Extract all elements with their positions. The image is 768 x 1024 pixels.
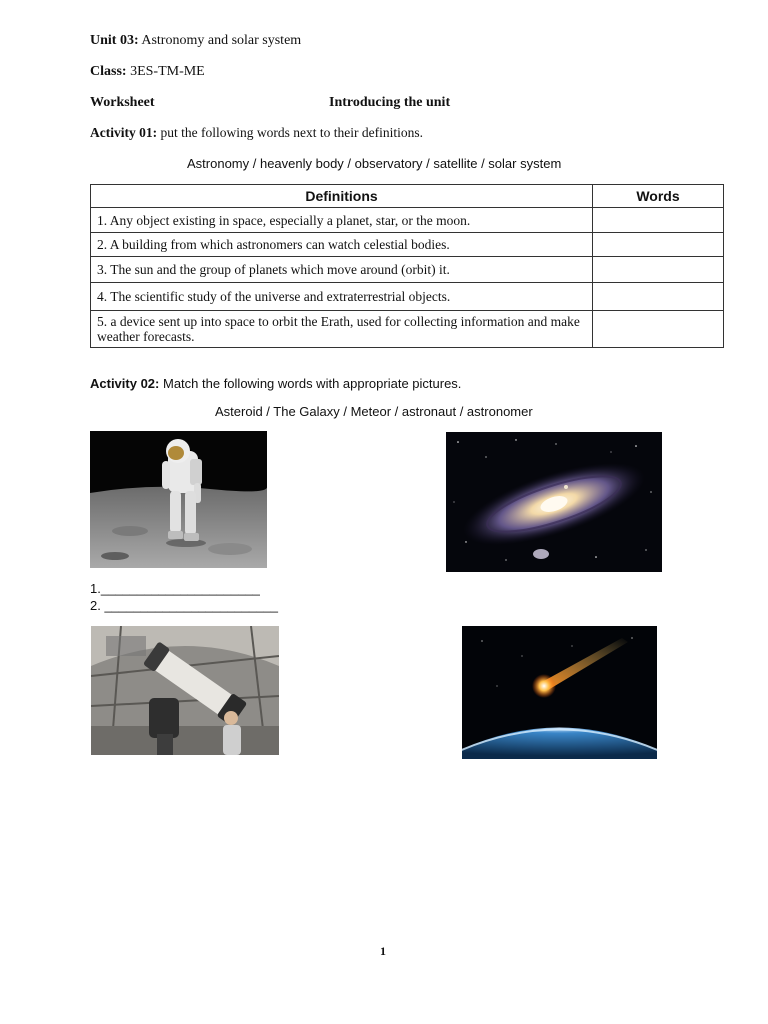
table-row xyxy=(91,283,724,311)
activity2-line xyxy=(90,376,461,391)
class-label: Class: xyxy=(90,64,127,79)
table-row xyxy=(91,257,724,283)
activity2-label: Activity 02: xyxy=(90,376,160,391)
definition-cell: 1. Any object existing in space, especially a planet, star, or the moon. xyxy=(91,208,593,233)
word-answer-cell[interactable] xyxy=(593,311,724,348)
definitions-header: Definitions xyxy=(91,185,593,208)
activity1-label: Activity 01: xyxy=(90,125,158,140)
definition-cell: 2. A building from which astronomers can watch celestial bodies. xyxy=(91,233,593,257)
unit-line xyxy=(90,33,301,49)
words-header: Words xyxy=(593,185,724,208)
class-value: 3ES-TM-ME xyxy=(130,64,205,79)
answer-blank-1[interactable]: 1.______________________ xyxy=(90,581,260,596)
answer-blank-2[interactable]: 2. ________________________ xyxy=(90,598,278,613)
observatory-image xyxy=(91,626,279,755)
page-subtitle: Introducing the unit xyxy=(329,95,451,110)
definitions-table xyxy=(90,184,724,348)
meteor-image xyxy=(462,626,657,759)
definition-cell: 3. The sun and the group of planets which move around (orbit) it. xyxy=(91,257,593,283)
word-answer-cell[interactable] xyxy=(593,208,724,233)
worksheet-label: Worksheet xyxy=(90,95,155,110)
class-line xyxy=(90,64,205,80)
galaxy-image xyxy=(446,432,662,572)
unit-label: Unit 03: xyxy=(90,33,139,48)
word-answer-cell[interactable] xyxy=(593,233,724,257)
definition-cell: 5. a device sent up into space to orbit the Erath, used for collecting information and make weather forecasts. xyxy=(91,311,593,348)
word-answer-cell[interactable] xyxy=(593,257,724,283)
page-number: 1 xyxy=(380,944,386,958)
unit-title: Astronomy and solar system xyxy=(141,33,302,48)
activity2-instruction: Match the following words with appropriate pictures. xyxy=(163,376,462,391)
activity1-line xyxy=(90,125,423,141)
table-row xyxy=(91,233,724,257)
astronaut-image xyxy=(90,431,267,568)
activity1-instruction: put the following words next to their definitions. xyxy=(160,125,423,140)
word-answer-cell[interactable] xyxy=(593,283,724,311)
activity2-word-bank: Asteroid / The Galaxy / Meteor / astronaut / astronomer xyxy=(215,404,533,419)
activity1-word-bank: Astronomy / heavenly body / observatory / satellite / solar system xyxy=(187,156,562,171)
table-row xyxy=(91,311,724,348)
definition-cell: 4. The scientific study of the universe and extraterrestrial objects. xyxy=(91,283,593,311)
table-header-row xyxy=(91,185,724,208)
table-row xyxy=(91,208,724,233)
